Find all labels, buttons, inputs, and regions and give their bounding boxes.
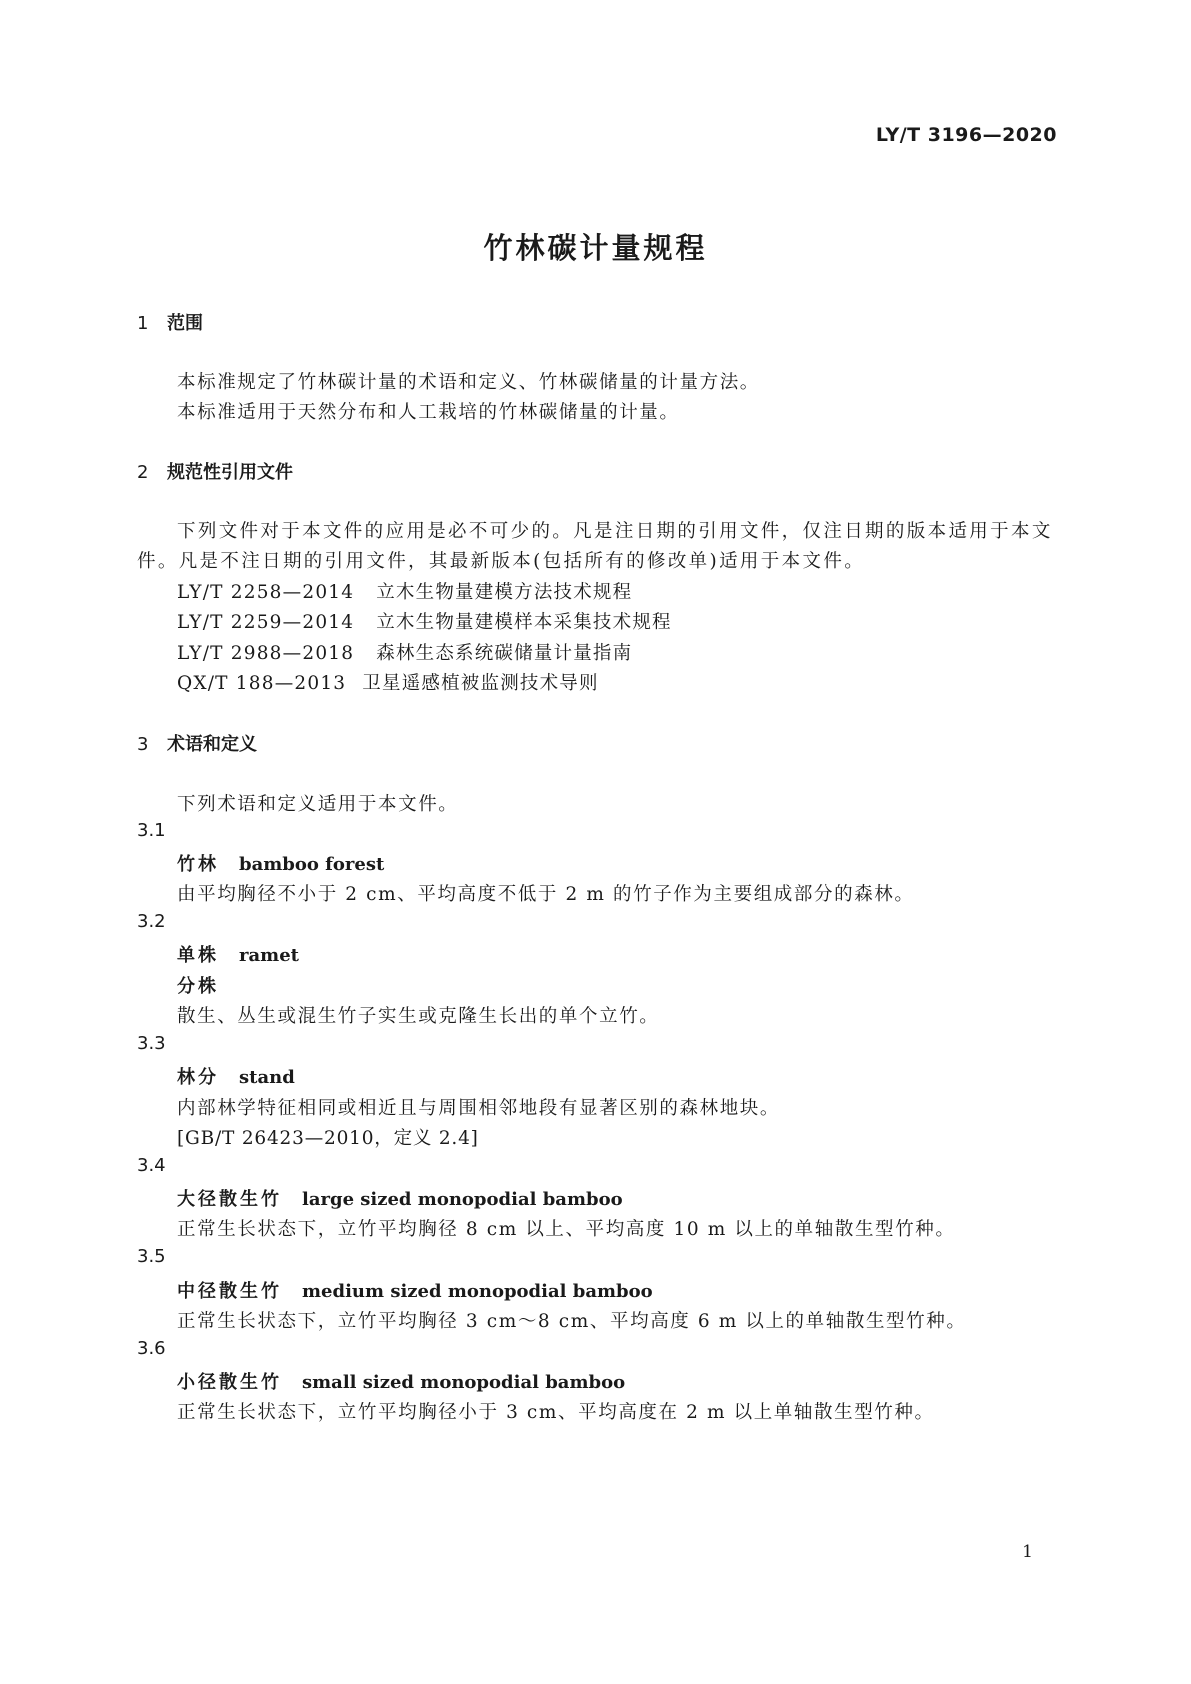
term-entry [177, 1368, 625, 1394]
term-source: [GB/T 26423—2010，定义 2.4] [177, 1128, 479, 1149]
term-english: ramet [239, 945, 299, 966]
term-definition: 内部林学特征相同或相近且与周围相邻地段有显著区别的森林地块。 [177, 1098, 781, 1119]
term-definition: 正常生长状态下，立竹平均胸径小于 3 cm、平均高度在 2 m 以上单轴散生型竹种。 [177, 1402, 935, 1423]
reference-code: LY/T 2258—2014 [177, 582, 355, 603]
term-definition: 正常生长状态下，立竹平均胸径 3 cm～8 cm、平均高度 6 m 以上的单轴散生型竹种。 [177, 1311, 967, 1332]
reference-code: LY/T 2259—2014 [177, 612, 355, 633]
term-chinese: 林分 [177, 1067, 219, 1088]
reference-title: 立木生物量建模方法技术规程 [376, 582, 633, 603]
term-alternative: 分株 [177, 976, 219, 997]
section-number: 1 [137, 313, 149, 334]
scope-paragraph: 本标准规定了竹林碳计量的术语和定义、竹林碳储量的计量方法。 [177, 372, 760, 393]
term-definition: 正常生长状态下，立竹平均胸径 8 cm 以上、平均高度 10 m 以上的单轴散生型竹种。 [177, 1219, 956, 1240]
section-title: 术语和定义 [167, 734, 257, 755]
term-english: bamboo forest [239, 854, 385, 875]
term-entry [177, 1063, 295, 1089]
term-entry [177, 1185, 623, 1211]
term-definition: 散生、丛生或混生竹子实生或克隆生长出的单个立竹。 [177, 1006, 660, 1027]
reference-title: 卫星遥感植被监测技术导则 [362, 673, 599, 694]
section-number: 3 [137, 734, 149, 755]
terms-intro: 下列术语和定义适用于本文件。 [177, 794, 459, 815]
section-number: 2 [137, 462, 149, 483]
term-chinese: 竹林 [177, 854, 219, 875]
term-english: stand [239, 1067, 295, 1088]
reference-item [177, 639, 632, 665]
document-title: 竹林碳计量规程 [483, 231, 708, 265]
section-refs-heading [137, 458, 293, 484]
reference-item [177, 669, 599, 695]
page-number: 1 [1022, 1542, 1033, 1562]
reference-title: 立木生物量建模样本采集技术规程 [376, 612, 672, 633]
term-definition: 由平均胸径不小于 2 cm、平均高度不低于 2 m 的竹子作为主要组成部分的森林。 [177, 884, 915, 905]
section-title: 范围 [167, 313, 203, 334]
reference-title: 森林生态系统碳储量计量指南 [376, 643, 633, 664]
term-english: small sized monopodial bamboo [302, 1372, 626, 1393]
reference-code: QX/T 188—2013 [177, 673, 347, 694]
term-chinese: 大径散生竹 [177, 1189, 282, 1210]
term-number: 3.4 [137, 1155, 166, 1176]
term-english: large sized monopodial bamboo [302, 1189, 623, 1210]
term-entry [177, 850, 384, 876]
term-chinese: 单株 [177, 945, 219, 966]
section-title: 规范性引用文件 [167, 462, 293, 483]
term-number: 3.3 [137, 1033, 166, 1054]
term-number: 3.1 [137, 820, 166, 841]
term-chinese: 中径散生竹 [177, 1281, 282, 1302]
refs-intro-line: 下列文件对于本文件的应用是必不可少的。凡是注日期的引用文件，仅注日期的版本适用于本文 [177, 521, 1053, 542]
term-entry [177, 941, 299, 967]
section-scope-heading [137, 309, 203, 335]
term-number: 3.6 [137, 1338, 166, 1359]
term-english: medium sized monopodial bamboo [302, 1281, 653, 1302]
scope-paragraph: 本标准适用于天然分布和人工栽培的竹林碳储量的计量。 [177, 402, 680, 423]
term-chinese: 小径散生竹 [177, 1372, 282, 1393]
section-terms-heading [137, 730, 257, 756]
reference-code: LY/T 2988—2018 [177, 643, 355, 664]
reference-item [177, 578, 632, 604]
term-entry [177, 1277, 653, 1303]
term-number: 3.2 [137, 911, 166, 932]
standard-code: LY/T 3196—2020 [875, 124, 1057, 146]
refs-intro-line: 件。凡是不注日期的引用文件，其最新版本(包括所有的修改单)适用于本文件。 [137, 551, 866, 572]
term-number: 3.5 [137, 1246, 166, 1267]
reference-item [177, 608, 672, 634]
